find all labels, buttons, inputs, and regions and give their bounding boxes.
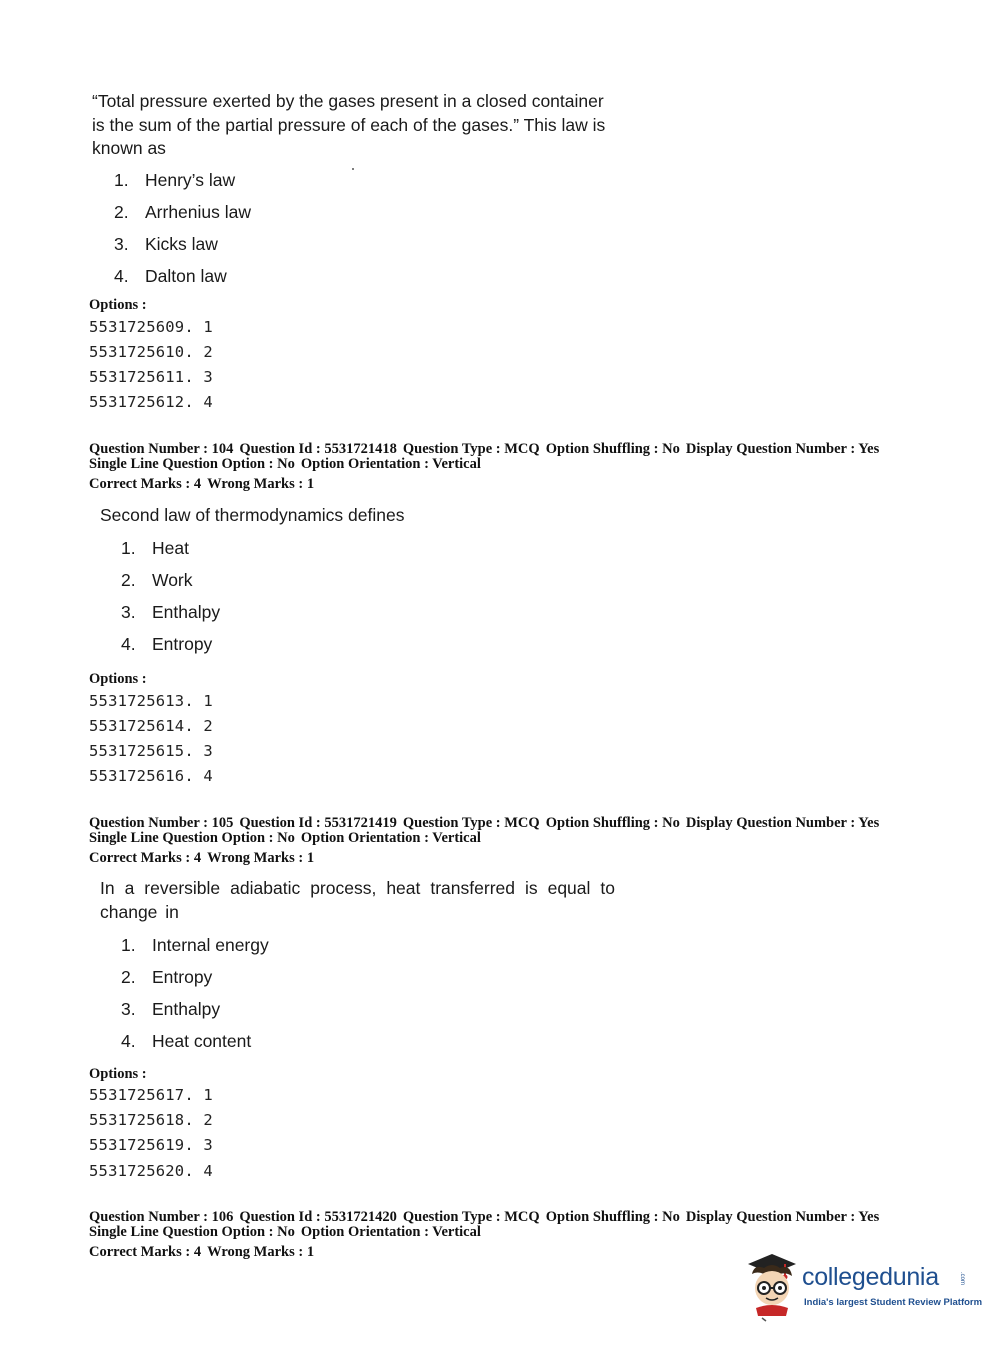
q105-option-4: 4. Heat content	[121, 1031, 252, 1051]
q104-meta-line-1: Question Number : 104 Question Id : 5531721418 Question Type : MCQ Option Shuffling : No Display Question Number : Yes	[89, 441, 880, 457]
q104-option-1: 1. Heat	[121, 538, 189, 558]
q105-meta-line-3: Correct Marks : 4 Wrong Marks : 1	[89, 850, 315, 866]
q103-option-1: 1. Henry’s law	[114, 170, 236, 190]
q104-meta-line-3: Correct Marks : 4 Wrong Marks : 1	[89, 476, 315, 492]
q105-option-1: 1. Internal energy	[121, 935, 269, 955]
q104-option-2: 2. Work	[121, 570, 193, 590]
q106-meta-line-3: Correct Marks : 4 Wrong Marks : 1	[89, 1244, 315, 1260]
q104-option-id-3: 5531725615. 3	[89, 742, 213, 760]
q104-option-3: 3. Enthalpy	[121, 602, 221, 622]
q103-option-3: 3. Kicks law	[114, 234, 218, 254]
q105-options-label: Options :	[89, 1066, 147, 1082]
q105-meta	[89, 816, 885, 866]
q105-option-2: 2. Entropy	[121, 967, 213, 987]
question-105-text: In a reversible adiabatic process, heat transferred is equal to change in	[100, 878, 615, 922]
q103-option-id-4: 5531725612. 4	[89, 393, 213, 411]
q104-meta-line-2: Single Line Question Option : No Option Orientation : Vertical	[89, 456, 481, 472]
logo-tagline: India's largest Student Review Platform	[804, 1297, 983, 1308]
q104-option-4: 4. Entropy	[121, 634, 213, 654]
q103-option-2: 2. Arrhenius law	[114, 202, 252, 222]
q103-options-label: Options :	[89, 297, 147, 313]
q105-option-id-2: 5531725618. 2	[89, 1111, 213, 1129]
q105-option-3: 3. Enthalpy	[121, 999, 221, 1019]
q103-option-id-1: 5531725609. 1	[89, 318, 213, 336]
q105-option-id-3: 5531725619. 3	[89, 1136, 213, 1154]
logo-wordmark: collegedunia	[802, 1263, 939, 1291]
q104-options-label: Options :	[89, 671, 147, 687]
q105-option-id-1: 5531725617. 1	[89, 1086, 213, 1104]
q104-meta	[89, 442, 885, 492]
q106-meta-line-1: Question Number : 106 Question Id : 5531721420 Question Type : MCQ Option Shuffling : No Display Question Number : Yes	[89, 1209, 880, 1225]
q103-option-4: 4. Dalton law	[114, 266, 227, 286]
q104-option-id-1: 5531725613. 1	[89, 692, 213, 710]
q104-option-id-2: 5531725614. 2	[89, 717, 213, 735]
question-104-text: Second law of thermodynamics defines	[100, 505, 405, 525]
q103-option-id-2: 5531725610. 2	[89, 343, 213, 361]
collegedunia-logo	[742, 1250, 983, 1324]
q104-option-id-4: 5531725616. 4	[89, 767, 213, 785]
q105-option-id-4: 5531725620. 4	[89, 1162, 213, 1180]
question-103-text: “Total pressure exerted by the gases present in a closed container is the sum of the partial pressure of each of the gases.” This law is known as	[92, 91, 606, 158]
scan-dot	[352, 168, 354, 170]
q103-option-id-3: 5531725611. 3	[89, 368, 213, 386]
q105-meta-line-1: Question Number : 105 Question Id : 5531721419 Question Type : MCQ Option Shuffling : No Display Question Number : Yes	[89, 815, 880, 831]
mascot-icon	[742, 1250, 802, 1322]
q105-meta-line-2: Single Line Question Option : No Option Orientation : Vertical	[89, 830, 481, 846]
q106-meta-line-2: Single Line Question Option : No Option Orientation : Vertical	[89, 1224, 481, 1240]
logo-domain-suffix: .com	[959, 1272, 965, 1286]
